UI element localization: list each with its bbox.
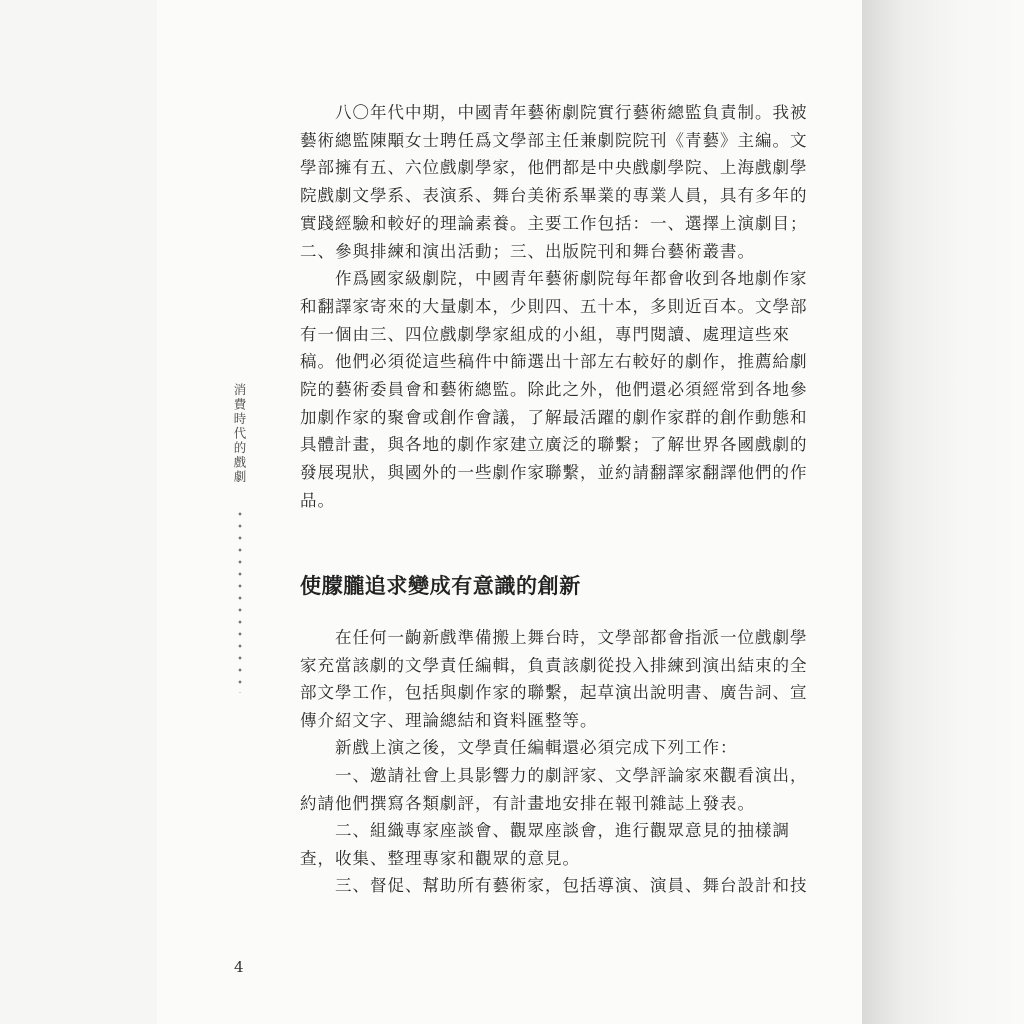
text-line: 八〇年代中期，中國青年藝術劇院實行藝術總監負責制。我被 — [300, 103, 808, 122]
text-line: 發展現狀，與國外的一些劇作家聯繫，並約請翻譯家翻譯他們的作 — [300, 463, 808, 483]
text-line: 約請他們撰寫各類劇評，有計畫地安排在報刊雜誌上發表。 — [300, 793, 755, 813]
text-line: 院戲劇文學系、表演系、舞台美術系畢業的專業人員，具有多年的 — [300, 186, 808, 206]
section-heading: 使朦朧追求變成有意識的創新 — [300, 574, 581, 598]
text-line: 有一個由三、四位戲劇學家組成的小組，專門閱讀、處理這些來 — [300, 324, 790, 344]
running-header-vertical: 消費時代的戲劇 — [232, 383, 247, 485]
text-line: 在任何一齣新戲準備搬上舞台時，文學部都會指派一位戲劇學 — [300, 628, 808, 647]
text-line: 一、邀請社會上具影響力的劇評家、文學評論家來觀看演出， — [300, 766, 808, 785]
dotted-rule — [237, 508, 243, 693]
page-number: 4 — [234, 958, 244, 976]
text-line: 三、督促、幫助所有藝術家，包括導演、演員、舞台設計和技 — [300, 876, 808, 896]
text-line: 新戲上演之後，文學責任編輯還必須完成下列工作： — [300, 738, 738, 758]
text-line: 家充當該劇的文學責任編輯，負責該劇從投入排練到演出結束的全 — [300, 655, 808, 675]
page-binding-shadow — [862, 0, 1024, 1024]
book-page — [157, 0, 867, 1024]
text-line: 和翻譯家寄來的大量劇本，少則四、五十本，多則近百本。文學部 — [300, 296, 808, 316]
text-line: 稿。他們必須從這些稿件中篩選出十部左右較好的劇作，推薦給劇 — [300, 352, 808, 372]
text-line: 傳介紹文字、理論總結和資料匯整等。 — [300, 710, 598, 730]
text-line: 作爲國家級劇院，中國青年藝術劇院每年都會收到各地劇作家 — [300, 269, 808, 289]
text-line: 學部擁有五、六位戲劇學家，他們都是中央戲劇學院、上海戲劇學 — [300, 158, 808, 178]
text-line: 二、參與排練和演出活動；三、出版院刊和舞台藝術叢書。 — [300, 241, 755, 261]
text-line: 具體計畫，與各地的劇作家建立廣泛的聯繫；了解世界各國戲劇的 — [300, 435, 808, 455]
text-line: 實踐經驗和較好的理論素養。主要工作包括：一、選擇上演劇目； — [300, 213, 808, 233]
text-line: 部文學工作，包括與劇作家的聯繫，起草演出說明書、廣告詞、宣 — [300, 683, 808, 703]
text-line: 二、組織專家座談會、觀眾座談會，進行觀眾意見的抽樣調 — [300, 821, 790, 841]
text-line: 藝術總監陳顒女士聘任爲文學部主任兼劇院院刊《青藝》主編。文 — [300, 130, 808, 150]
text-line: 加劇作家的聚會或創作會議，了解最活躍的劇作家群的創作動態和 — [300, 407, 808, 427]
text-line: 品。 — [300, 490, 335, 510]
text-line: 院的藝術委員會和藝術總監。除此之外，他們還必須經常到各地參 — [300, 380, 808, 399]
text-line: 查，收集、整理專家和觀眾的意見。 — [300, 848, 580, 868]
